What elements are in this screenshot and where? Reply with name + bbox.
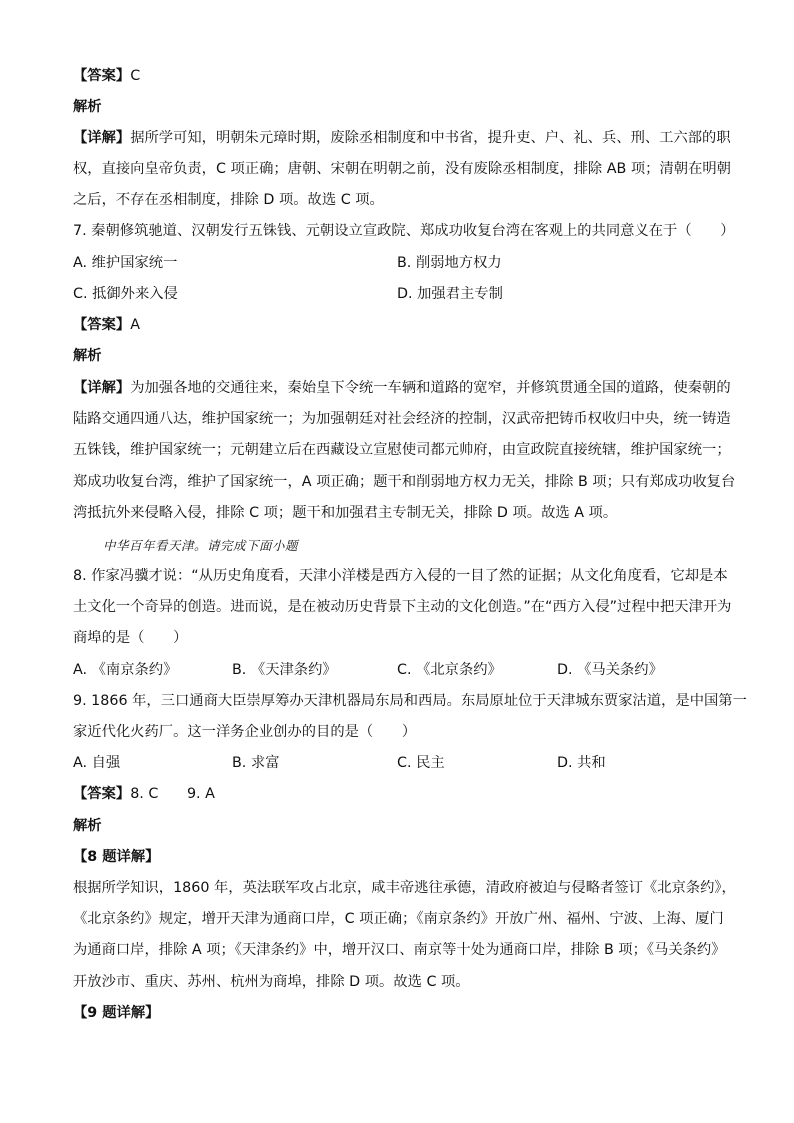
q8-detail-line-1: 根据所学知识，1860 年，英法联军攻占北京，咸丰帝逃往承德，清政府被迫与侵略者签订《北京条约》， <box>73 880 736 896</box>
q7-option-b: B. 削弱地方权力 <box>397 255 502 271</box>
detail-label: 【详解】 <box>73 130 131 146</box>
q7-analysis-label <box>73 346 102 366</box>
q7-option-a: A. 维护国家统一 <box>73 255 178 271</box>
q8-detail-label <box>73 847 159 867</box>
q8-stem-line-3: 商埠的是（ ） <box>73 630 188 646</box>
q8-option-d: D. 《马关条约》 <box>557 662 663 678</box>
q9-option-d: D. 共和 <box>557 755 606 771</box>
q8-stem-line-1: 8. 作家冯骥才说：“从历史角度看，天津小洋楼是西方入侵的一目了然的证据；从文化角度看，它却是本 <box>73 568 728 584</box>
q9-detail-label <box>73 1003 159 1023</box>
q6-detail-line-2: 权，直接向皇帝负责，C 项正确；唐朝、宋朝在明朝之前，没有废除丞相制度，排除 AB 项；清朝在明朝 <box>73 161 731 177</box>
q9-option-c: C. 民主 <box>397 755 445 771</box>
detail-label: 【9 题详解】 <box>73 1005 160 1021</box>
answer-label: 【答案】 <box>73 317 131 333</box>
detail-label: 【8 题详解】 <box>73 849 160 865</box>
q8-stem-line-2: 土文化一个奇异的创造。进而说，是在被动历史背景下主动的文化创造。”在“西方入侵”过程中把天津开为 <box>73 599 732 615</box>
q7-detail-line-3: 五铢钱，维护国家统一；元朝建立后在西藏设立宣慰使司都元帅府，由宣政院直接统辖，维护国家统一； <box>73 442 731 458</box>
q6-answer-line <box>73 66 140 86</box>
q6-detail-line-1 <box>73 128 731 148</box>
q7-detail-line-1 <box>73 378 731 398</box>
analysis-label: 解析 <box>73 818 102 834</box>
q7-detail-line-2: 陆路交通四通八达，维护国家统一；为加强朝廷对社会经济的控制，汉武帝把铸币权收归中央，统一铸造 <box>73 411 731 427</box>
answer-label: 【答案】 <box>73 786 131 802</box>
q8-9-analysis-label <box>73 816 102 836</box>
q6-detail-line-3: 之后，不存在丞相制度，排除 D 项。故选 C 项。 <box>73 192 384 208</box>
q9-option-a: A. 自强 <box>73 755 121 771</box>
answer-value: A <box>130 317 140 333</box>
answer-value: C <box>130 68 141 84</box>
detail-label: 【详解】 <box>73 380 131 396</box>
q8-option-b: B. 《天津条约》 <box>232 662 337 678</box>
q9-stem-line-1: 9. 1866 年，三口通商大臣崇厚筹办天津机器局东局和西局。东局原址位于天津城东贾家沽道，是中国第一 <box>73 693 747 709</box>
q7-option-d: D. 加强君主专制 <box>397 286 503 302</box>
answer-label: 【答案】 <box>73 68 131 84</box>
q8-option-c: C. 《北京条约》 <box>397 662 502 678</box>
q7-detail-line-4: 郑成功收复台湾，维护了国家统一，A 项正确；题干和削弱地方权力无关，排除 B 项；只有郑成功收复台 <box>73 474 736 490</box>
q9-stem-line-2: 家近代化火药厂。这一洋务企业创办的目的是（ ） <box>73 724 417 740</box>
q7-stem: 7. 秦朝修筑驰道、汉朝发行五铢钱、元朝设立宣政院、郑成功收复台湾在客观上的共同意义在于（ ） <box>73 223 735 239</box>
q6-analysis-label <box>73 97 102 117</box>
analysis-label: 解析 <box>73 348 102 364</box>
q7-option-c: C. 抵御外来入侵 <box>73 286 178 302</box>
analysis-label: 解析 <box>73 99 102 115</box>
detail-text: 为加强各地的交通往来，秦始皇下令统一车辆和道路的宽窄，并修筑贯通全国的道路，使秦朝的 <box>130 380 731 396</box>
q7-answer-line <box>73 315 140 335</box>
q8-detail-line-3: 为通商口岸，排除 A 项；《天津条约》中，增开汉口、南京等十处为通商口岸，排除 B 项；《马关条约》 <box>73 942 726 958</box>
q9-option-b: B. 求富 <box>232 755 280 771</box>
q8-option-a: A. 《南京条约》 <box>73 662 178 678</box>
q8-9-answer-line <box>73 784 215 804</box>
detail-text: 据所学可知，明朝朱元璋时期，废除丞相制度和中书省，提升吏、户、礼、兵、刑、工六部的职 <box>130 130 731 146</box>
answer-value: 8. C 9. A <box>130 786 215 802</box>
q8-detail-line-4: 开放沙市、重庆、苏州、杭州为商埠，排除 D 项。故选 C 项。 <box>73 974 470 990</box>
q8-detail-line-2: 《北京条约》规定，增开天津为通商口岸，C 项正确；《南京条约》开放广州、福州、宁波、上海、厦门 <box>73 911 724 927</box>
group-intro: 中华百年看天津。请完成下面小题 <box>103 538 299 553</box>
q7-detail-line-5: 湾抵抗外来侵略入侵，排除 C 项；题干和加强君主专制无关，排除 D 项。故选 A 项。 <box>73 505 618 521</box>
